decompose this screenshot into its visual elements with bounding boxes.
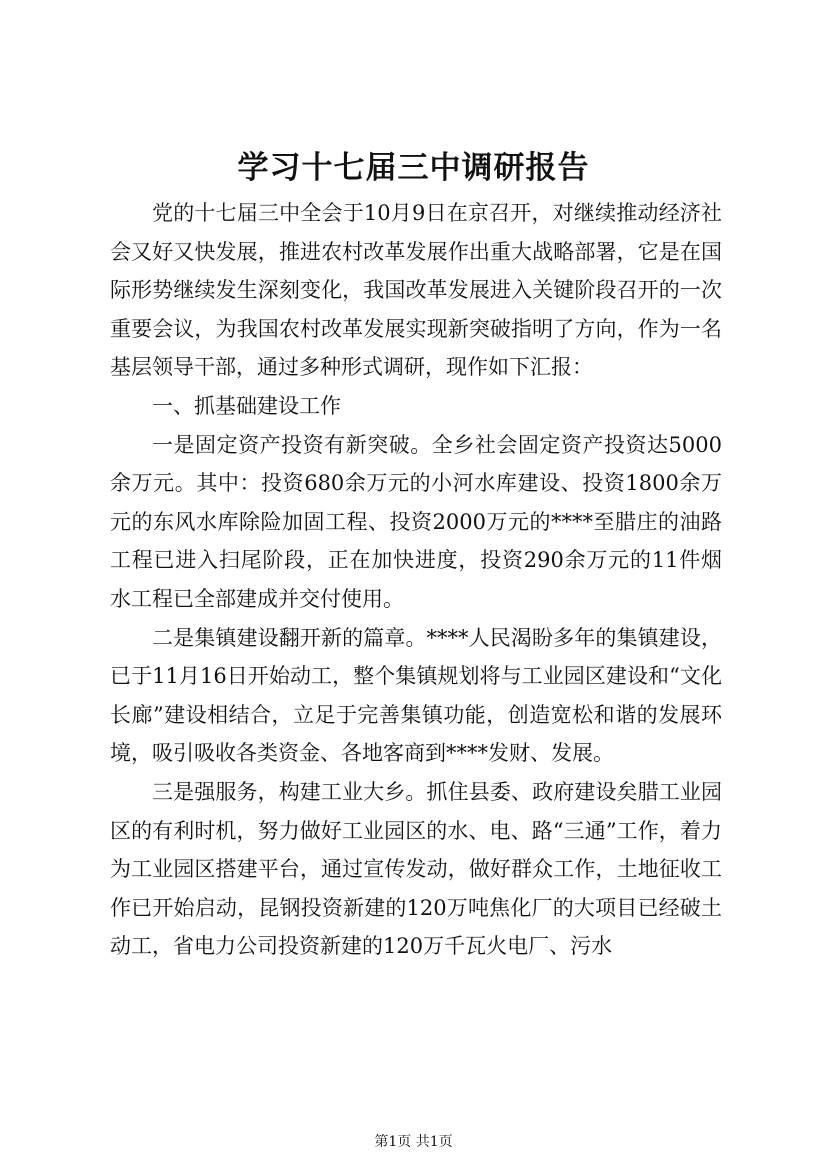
paragraph-investment: 一是固定资产投资有新突破。全乡社会固定资产投资达5000余万元。其中：投资680余万元的小河水库建设、投资1800余万元的东风水库除险加固工程、投资2000万元的****至腊庄的油路工程已进入扫尾阶段，正在加快进度，投资290余万元的11件烟水工程已全部建成并交付使用。	[110, 432, 722, 611]
page-footer: 第1页 共1页	[374, 1134, 453, 1150]
document-title: 学习十七届三中调研报告	[237, 150, 590, 186]
document-body	[110, 194, 722, 966]
paragraph-town-construction: 二是集镇建设翻开新的篇章。****人民渴盼多年的集镇建设，已于11月16日开始动工，整个集镇规划将与工业园区建设和“文化长廊”建设相结合，立足于完善集镇功能，创造宽松和谐的发展环境，吸引吸收各类资金、各地客商到****发财、发展。	[110, 625, 722, 766]
paragraph-intro: 党的十七届三中全会于10月9日在京召开，对继续推动经济社会又好又快发展，推进农村改革发展作出重大战略部署，它是在国际形势继续发生深刻变化，我国改革发展进入关键阶段召开的一次重要会议，为我国农村改革发展实现新突破指明了方向，作为一名基层领导干部，通过多种形式调研，现作如下汇报：	[110, 201, 722, 380]
section-heading: 一、抓基础建设工作	[152, 393, 341, 418]
paragraph-industry: 三是强服务，构建工业大乡。抓住县委、政府建设矣腊工业园区的有利时机，努力做好工业园区的水、电、路“三通”工作，着力为工业园区搭建平台，通过宣传发动，做好群众工作，土地征收工作已开始启动，昆钢投资新建的120万吨焦化厂的大项目已经破土动工，省电力公司投资新建的120万千瓦火电厂、污水	[110, 779, 722, 959]
